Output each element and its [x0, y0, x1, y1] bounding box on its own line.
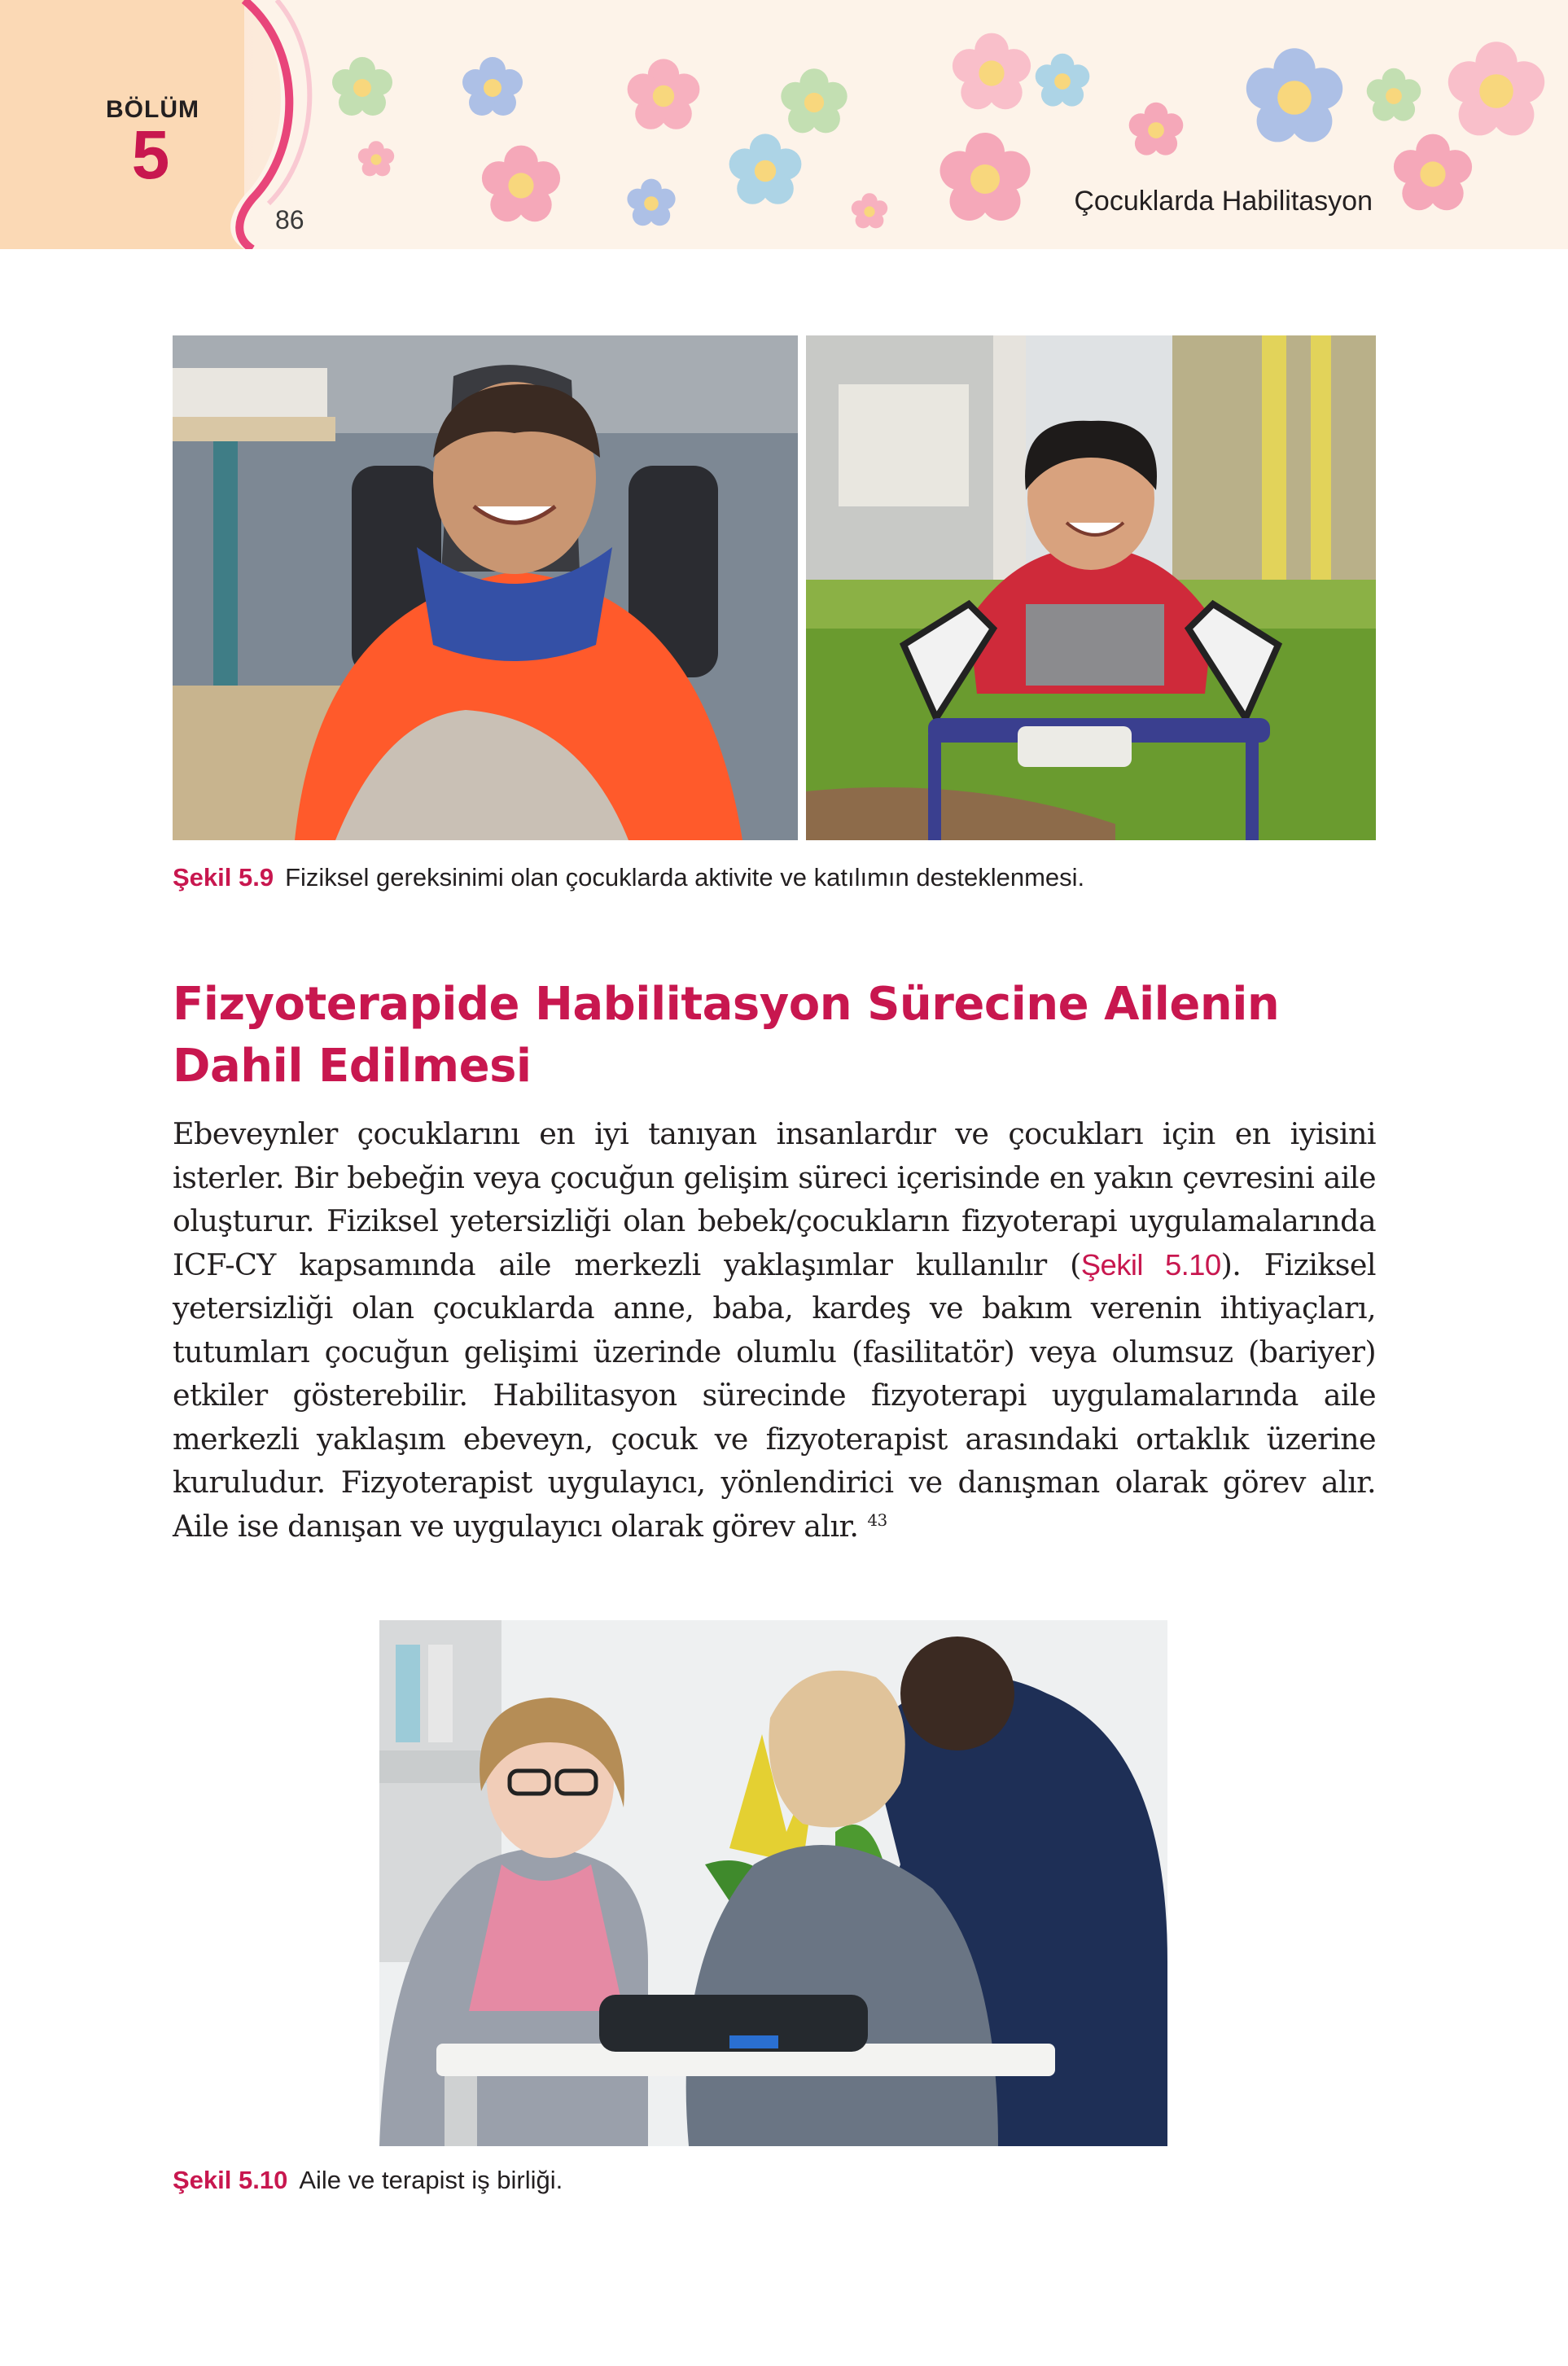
citation-number: 43	[867, 1509, 887, 1530]
chapter-number: 5	[131, 116, 170, 193]
running-title: Çocuklarda Habilitasyon	[1074, 186, 1373, 217]
section-heading: Fizyoterapide Habilitasyon Sürecine Ailenin Dahil Edilmesi	[173, 978, 1280, 1093]
chapter-label: BÖLÜM	[106, 96, 199, 123]
photo-boy-with-walker	[806, 335, 1376, 840]
figure-caption-5-10	[173, 2166, 563, 2195]
figure-reference-link[interactable]: Şekil 5.10	[1080, 1247, 1221, 1282]
page-number: 86	[275, 205, 304, 234]
photo-boy-in-wheelchair	[173, 335, 798, 840]
paragraph-text: Ebeveynler çocuklarını en iyi tanıyan insanlardır ve çocukları için en iyisini isterler. Bir bebeğin veya çocuğun gelişim süreci içerisinde en yakın çevresini aile oluşturur. Fiziksel yetersizliği olan bebek/çocukların fizyoterapi uygulamalarında ICF-CY kapsamında aile merkezli yaklaşımlar kullanılır (	[173, 1116, 1376, 1282]
figure-caption-text: Fiziksel gereksinimi olan çocuklarda aktivite ve katılımın desteklenmesi.	[285, 863, 1085, 892]
photo-family-therapist-collaboration	[379, 1620, 1167, 2146]
paragraph-text: ). Fiziksel yetersizliği olan çocuklarda anne, baba, kardeş ve bakım verenin ihtiyaçları, tutumları çocuğun gelişimi üzerinde olumlu (fasilitatör) veya olumsuz (bariyer) etkiler gösterebilir. Habilitasyon sürecinde fizyoterapi uygulamalarında aile merkezli yaklaşım ebeveyn, çocuk ve fizyoterapist arasındaki ortaklık üzerine kuruludur. Fizyoterapist uygulayıcı, yönlendirici ve danışman olarak görev alır. Aile ise danışan ve uygulayıcı olarak görev alır.	[173, 1247, 1377, 1544]
figure-label: Şekil 5.9	[173, 863, 274, 892]
page-header	[0, 0, 1568, 249]
figure-caption-text: Aile ve terapist iş birliği.	[299, 2166, 563, 2194]
figure-label: Şekil 5.10	[173, 2166, 288, 2194]
body-paragraph	[173, 1112, 1376, 1548]
figure-caption-5-9	[173, 863, 1084, 892]
